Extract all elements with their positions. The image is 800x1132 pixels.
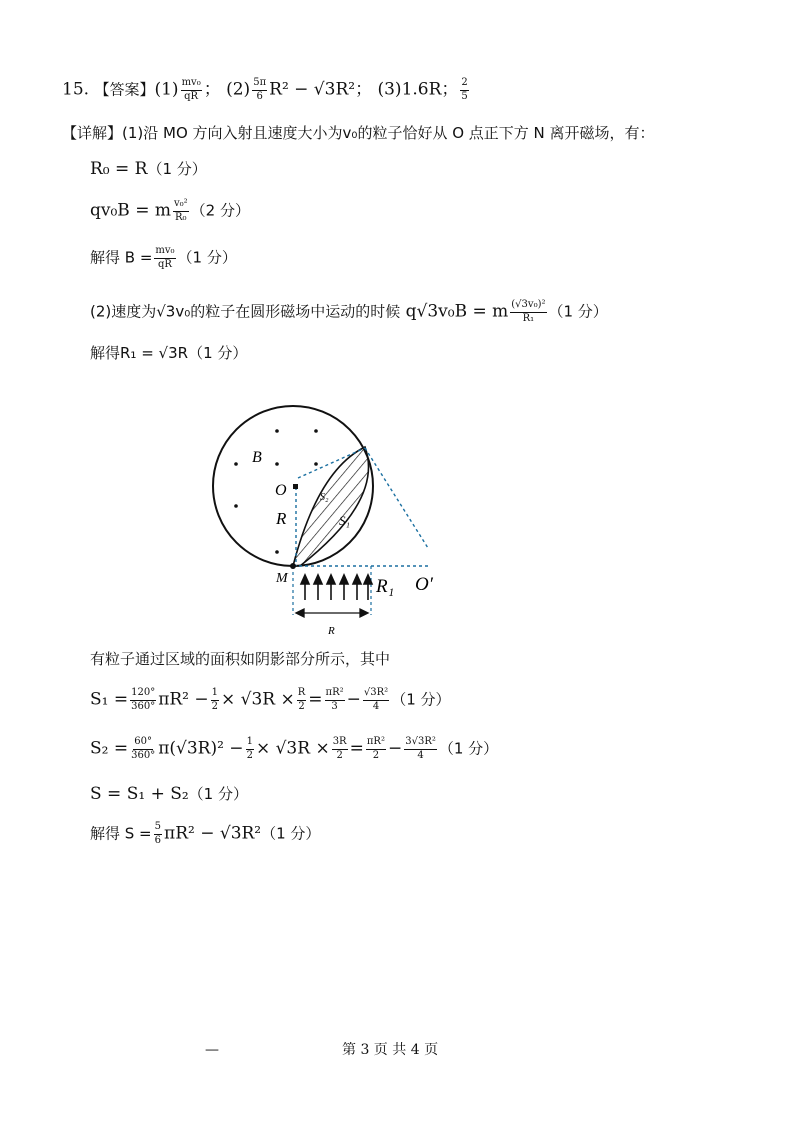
equation-1: R₀ = R（1 分）	[90, 159, 207, 179]
point-m	[290, 563, 296, 569]
part3-label: (3)	[377, 79, 402, 100]
answer-line: 15. 【答案】(1) $\frac{\text{mv₀}}{qR}$ ； (2) $\frac{5\pi}{6}$ R² − √3R²； (3)1.6R； $\frac{2}{5}$	[62, 77, 468, 102]
label-o-prime: O′	[415, 574, 433, 595]
s2-equation: S₂ = $\frac{60^\circ}{360^\circ}$ π(√3R)² − $\frac{1}{2}$ × √3R × $\frac{3R}{2}$ = $\frac{\text{πR²}}{2}$ − $\frac{\text{3√3R²}}{4}$ （1 分）	[90, 736, 499, 761]
center-point	[293, 484, 298, 489]
area-text: 有粒子通过区域的面积如阴影部分所示，其中	[90, 650, 391, 668]
final-equation: 解得 S = $\frac{5}{6}$ πR² − √3R²（1 分）	[90, 821, 321, 846]
label-s2: S₂	[320, 492, 329, 503]
velocity-arrows	[301, 575, 372, 600]
label-r: R	[276, 509, 287, 528]
answer-tag: 【答案】	[94, 80, 155, 99]
question-number: 15.	[62, 79, 90, 100]
answer3-value: 1.6R	[401, 79, 442, 100]
page-number: 第 3 页 共 4 页	[342, 1042, 439, 1058]
answer2-rest: R² − √3R²	[269, 79, 356, 100]
answer1-fraction: $\frac{\text{mv₀}}{qR}$	[181, 77, 201, 102]
equation-4: 解得R₁ = √3R（1 分）	[90, 344, 248, 362]
dashed-line-right	[365, 448, 428, 548]
detail-intro: 【详解】(1)沿 MO 方向入射且速度大小为v₀的粒子恰好从 O 点正下方 N 离开磁场，有：	[62, 124, 655, 142]
answer2-fraction: $\frac{5\pi}{6}$	[253, 77, 267, 102]
shaded-region	[293, 447, 369, 566]
part2-equation: (2)速度为√3v₀的粒子在圆形磁场中运动的时候 q√3v₀B = m $\frac{\text{(√3v₀)²}}{\text{R₁}}$ （1 分）	[90, 299, 608, 324]
label-r1: R₁	[376, 576, 395, 597]
answer3-fraction: $\frac{2}{5}$	[461, 77, 468, 102]
label-r-bottom: R	[328, 625, 335, 637]
magnetic-field-diagram	[200, 395, 460, 645]
label-s1: S₁	[339, 513, 351, 528]
equation-2: qv₀B = m $\frac{\text{v₀²}}{\text{R₀}}$ （2 分）	[90, 198, 250, 223]
r-dimension-arrow	[296, 609, 368, 617]
part2-label: (2)	[226, 79, 251, 100]
s1-equation: S₁ = $\frac{120^\circ}{360^\circ}$ πR² − $\frac{1}{2}$ × √3R × $\frac{R}{2}$ = $\frac{\text{πR²}}{3}$ − $\frac{\text{√3R²}}{4}$ （1 分）	[90, 687, 451, 712]
label-o: O	[275, 482, 287, 499]
sum-equation: S = S₁ + S₂（1 分）	[90, 784, 248, 804]
part1-label: (1)	[154, 79, 179, 100]
label-m: M	[276, 571, 288, 586]
equation-3: 解得 B = $\frac{\text{mv₀}}{qR}$ （1 分）	[90, 245, 237, 270]
detail-tag: 【详解】	[62, 124, 123, 142]
footer-dash: —	[205, 1042, 219, 1058]
label-b: B	[252, 449, 262, 466]
